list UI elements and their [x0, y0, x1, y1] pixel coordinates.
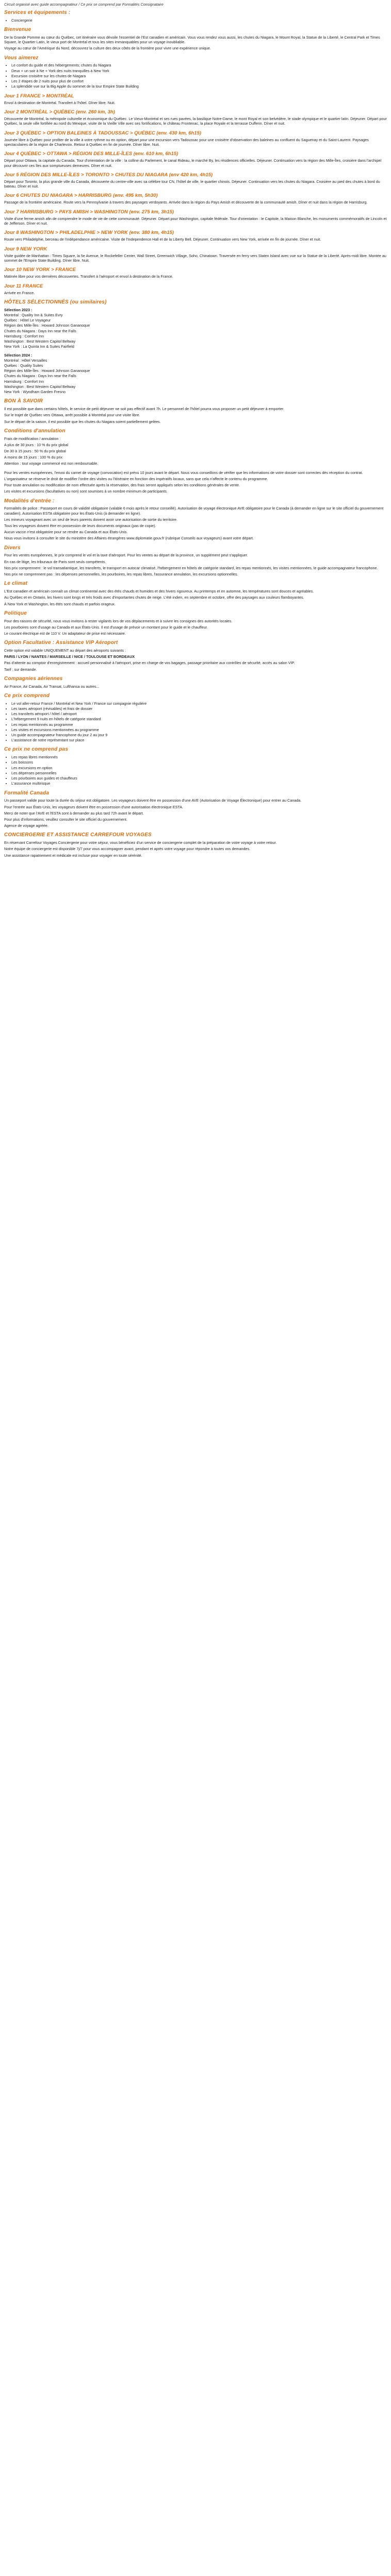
cancellation-line: A plus de 30 jours : 10 % du prix global — [4, 442, 69, 447]
welcome-paragraph: De la Grande Pomme au cœur du Québec, cet itinéraire vous dévoile l'essentiel de l'Est canadien et américain. Vous vous rendez vous aussi, les chutes du Niagara, le Mount Royal, la Statue de la Liberté, le Central Park et Times Square, le Quartier Latin, le vieux port de Montréal et tous les sites immanquables pour un voyage inoubliable. — [4, 35, 380, 45]
highlight-item: • Les 2 étapes de 2 nuits pour plus de confort — [11, 79, 388, 83]
services-item: • Conciergerie — [11, 18, 388, 23]
day-title: Jour 2 MONTRÉAL > QUÉBEC (env. 260 km, 3h) — [4, 109, 115, 115]
vip-paragraph: PARIS / LYON / NANTES / MARSEILLE / NICE / TOULOUSE ET BORDEAUX — [4, 654, 135, 659]
cancellation-title: Conditions d'annulation — [4, 428, 66, 434]
vip-assistance-title: Option Facultative : Assistance VIP Aéroport — [4, 640, 118, 646]
hotel-line: Sélection 2023 : — [4, 307, 32, 312]
entry-paragraph: Aucun vaccin n'est obligatoire pour se rendre au Canada et aux États-Unis. — [4, 530, 128, 535]
concierge-paragraph: Une assistance rapatriement et médicale est incluse pour voyager en toute sérénité. — [4, 853, 142, 858]
concierge-paragraph: En réservant Carrefour Voyages Conciergerie pour votre séjour, vous bénéficiez d'un service de conciergerie complet de la préparation de votre voyage à votre retour. — [4, 840, 277, 845]
hotel-line: Montréal : Quality Inn & Suites Evry — [4, 313, 63, 318]
canada-formalities-paragraph: Pour l'entrée aux États-Unis, les voyageurs doivent être en possession d'une autorisation électronique ESTA. — [4, 804, 184, 809]
day-title: Jour 4 QUÉBEC > OTTAWA > RÉGION DES MILLE-ÎLES (env. 610 km, 6h15) — [4, 151, 178, 157]
canada-formalities-paragraph: Pour plus d'informations, veuillez consulter le site officiel du gouvernement. — [4, 817, 127, 822]
misc-paragraph: En cas de litige, les tribunaux de Paris sont seuls compétents. — [4, 559, 106, 564]
price-excludes-item: • Les pourboires aux guides et chauffeurs — [11, 776, 388, 781]
airlines-section — [4, 676, 388, 689]
price-excludes-item: • Les boissons — [11, 760, 388, 765]
canada-formalities-paragraph: Merci de noter que l'AVE et l'ESTA sont à demander au plus tard 72h avant le départ. — [4, 810, 144, 816]
price-includes-item: • Les transferts aéroport / hôtel / aéroport — [11, 711, 388, 716]
day-text: Matinée libre pour vos dernières découvertes. Transfert à l'aéroport et envol à destination de la France. — [4, 274, 173, 279]
price-excludes-section — [4, 747, 388, 786]
climate-section — [4, 581, 388, 606]
price-includes-item: • L'hébergement 9 nuits en hôtels de catégorie standard — [11, 717, 388, 721]
day-text: Départ pour Toronto, la plus grande ville du Canada, découverte du centre-ville avec sa célèbre tour CN, l'hôtel de ville, le quartier chinois. Déjeuner. Continuation vers les chutes du Niagara. Croisière au pied des chutes à bord du bateau. Dîner et nuit. — [4, 179, 380, 189]
canada-formalities-section — [4, 790, 388, 828]
price-includes-section — [4, 693, 388, 743]
cancellation-line: Attention : tout voyage commencé est non remboursable. — [4, 461, 99, 466]
day-text: Visite d'une ferme amish afin de comprendre le mode de vie de cette communauté. Déjeuner. Départ pour Washington, capitale fédérale. Tour d'orientation : le Capitole, la Maison Blanche, les monuments commémoratifs de Lincoln et de Jefferson. Dîner et nuit. — [4, 216, 387, 226]
politics-paragraph: Le courant électrique est de 110 V. Un adaptateur de prise est nécessaire. — [4, 631, 126, 636]
highlights-section — [4, 55, 388, 89]
climate-paragraph: Au Québec et en Ontario, les hivers sont longs et très froids avec d'importantes chutes de neige. L'été indien, en septembre et octobre, offre des paysages aux couleurs flamboyantes. — [4, 595, 304, 600]
welcome-title: Bienvenue — [4, 27, 31, 33]
price-includes-item: • Le vol aller-retour France / Montréal et New York / France sur compagnie régulière — [11, 701, 388, 706]
day-text: Envol à destination de Montréal. Transfert à l'hôtel. Dîner libre. Nuit. — [4, 100, 116, 105]
price-excludes-item: • L'assurance multirisque — [11, 781, 388, 786]
price-includes-item: • Les visites et excursions mentionnées au programme — [11, 727, 388, 732]
politics-section — [4, 611, 388, 636]
highlight-item: • Le confort du guide et des hébergements; chutes du Niagara — [11, 63, 388, 67]
hotel-line: Harrisburg : Comfort Inn — [4, 333, 44, 338]
day-title: Jour 7 HARRISBURG > PAYS AMISH > WASHINGTON (env. 275 km, 3h15) — [4, 209, 174, 215]
day-title: Jour 9 NEW YORK — [4, 246, 47, 252]
hotel-line: New York : Wyndham Garden Fresno — [4, 389, 66, 395]
price-excludes-item: • Les repas libres mentionnés — [11, 755, 388, 759]
cancellation-line: Frais de modification / annulation : — [4, 436, 61, 441]
services-section — [4, 10, 388, 23]
notes-section — [4, 470, 388, 494]
day-title: Jour 5 RÉGION DES MILLE-ÎLES > TORONTO > CHUTES DU NIAGARA (env 420 km, 4h15) — [4, 172, 213, 178]
note-paragraph: Pour toute annulation ou modification de nom effectuée après la réservation, des frais seront appliqués selon les conditions générales de vente. — [4, 483, 240, 488]
hotel-line: Québec : Hôtel Le Voyageur — [4, 318, 51, 323]
price-excludes-item: • Les excursions en option — [11, 766, 388, 770]
entry-requirements-section — [4, 498, 388, 541]
entry-paragraph: Les mineurs voyageant avec un seul de leurs parents doivent avoir une autorisation de sortie du territoire. — [4, 517, 178, 522]
welcome-paragraph: Voyage au cœur de l'Amérique du Nord, découvrez la culture des deux côtés de la frontière pour vivre une expérience unique. — [4, 46, 211, 51]
day-text: Route vers Philadelphie, berceau de l'indépendance américaine. Visite de l'Independence Hall et de la Liberty Bell. Déjeuner. Continuation vers New York, arrivée en fin de journée. Dîner et nuit. — [4, 237, 321, 242]
highlight-item: • Deux + un soir à Ne + York des nuits tranquilles à New York — [11, 69, 388, 73]
day-text: Journée libre à Québec pour profiter de la ville à votre rythme ou en option, départ pour une excursion vers Tadoussac pour une croisière d'observation des baleines au confluent du Saguenay et du Saint-Laurent. Paysages spectaculaires de la région de Charlevoix. Retour à Québec en fin de journée. Dîner libre. Nuit. — [4, 137, 369, 147]
hotels-section — [4, 299, 388, 394]
cancellation-line: A moins de 15 jours : 100 % du prix — [4, 455, 63, 460]
price-includes-item: • Un guide accompagnateur francophone du jour 2 au jour 9 — [11, 733, 388, 737]
misc-section — [4, 545, 388, 577]
good-to-know-title: BON À SAVOIR — [4, 398, 43, 404]
misc-title: Divers — [4, 545, 21, 551]
price-includes-title: Ce prix comprend — [4, 692, 50, 699]
canada-formalities-title: Formalité Canada — [4, 790, 50, 796]
hotel-line: Chutes du Niagara : Days Inn near the Falls — [4, 374, 76, 379]
hotel-line: Région des Mille-Îles : Howard Johnson Gananoque — [4, 368, 90, 374]
highlight-item: • Excursion croisière sur les chutes de Niagara — [11, 74, 388, 78]
climate-paragraph: À New York et Washington, les étés sont chauds et parfois orageux. — [4, 601, 116, 606]
entry-paragraph: Nous vous invitons à consulter le site du ministère des Affaires étrangères www.diplomatie.gouv.fr (rubrique Conseils aux voyageurs) avant votre départ. — [4, 536, 254, 541]
day-text: Découverte de Montréal, la métropole culturelle et économique du Québec. Le Vieux-Montréal et ses rues pavées, la basilique Notre-Dame, le mont Royal et son belvédère, le stade olympique et le quartier latin. Déjeuner. Départ pour Québec, la seule ville fortifiée au nord du Mexique, visite de la Vieille Ville avec ses fortifications, le château Frontenac, la place Royale et la terrasse Dufferin. Dîner et nuit. — [4, 116, 387, 126]
misc-paragraph: Nos prix ne comprennent pas : les dépenses personnelles, les pourboires, les repas libres, l'assurance annulation, les excursions optionnelles. — [4, 572, 238, 577]
vip-paragraph: Tarif : sur demande. — [4, 667, 37, 672]
note-paragraph: L'organisateur se réserve le droit de modifier l'ordre des visites ou l'itinéraire en fonction des impératifs locaux, sans que cela n'affecte le contenu du programme. — [4, 476, 268, 481]
price-includes-item: • L'assistance de notre représentant sur place — [11, 738, 388, 742]
good-to-know-paragraph: Sur le trajet de Québec vers Ottawa, arrêt possible à Montréal pour une visite libre. — [4, 413, 140, 418]
hotel-line: Washington : Best Western Capitol Beltway — [4, 384, 76, 389]
hotels-title: HÔTELS SÉLECTIONNÉS (ou similaires) — [4, 299, 107, 306]
concierge-title: CONCIERGERIE ET ASSISTANCE CARREFOUR VOYAGES — [4, 832, 152, 838]
price-includes-list — [4, 701, 388, 743]
hotel-line: New York : La Quinta Inn & Suites Fairfield — [4, 344, 74, 349]
airlines-title: Compagnies aériennes — [4, 675, 63, 682]
highlight-item: • La splendide vue sur la Big Apple du sommet de la tour Empire State Building — [11, 84, 388, 89]
intro-text: Circuit organisé avec guide accompagnateur / Ce prix se comprend par Formalités Consignataire — [4, 2, 164, 7]
hotel-line: Montréal : Hôtel Versailles — [4, 358, 47, 363]
canada-formalities-paragraph: Agence de voyage agréée. — [4, 823, 48, 828]
highlights-title: Vous aimerez — [4, 55, 39, 61]
entry-requirements-title: Modalités d'entrée : — [4, 498, 55, 504]
day-text: Arrivée en France. — [4, 290, 35, 295]
canada-formalities-paragraph: Un passeport valide pour toute la durée du séjour est obligatoire. Les voyageurs doivent être en possession d'une AVE (Autorisation de Voyage Électronique) pour entrer au Canada. — [4, 798, 302, 803]
entry-paragraph: Formalités de police : Passeport en cours de validité obligatoire (valable 6 mois après le retour conseillé). Autorisation de voyage électronique AVE obligatoire pour le Canada (à demander en ligne sur le site officiel du gouvernement canadien). Autorisation ESTA obligatoire pour les États-Unis (à demander en ligne). — [4, 506, 384, 516]
price-includes-item: • Les taxes aéroport (révisables) et frais de dossier — [11, 706, 388, 711]
good-to-know-paragraph: Il est possible que dans certains hôtels, le service de petit déjeuner ne soit pas effectif avant 7h. Le personnel de l'hôtel pourra vous proposer un petit déjeuner à emporter. — [4, 406, 285, 412]
cancellation-section — [4, 428, 388, 466]
itinerary-section — [4, 93, 388, 295]
services-title: Services et équipements : — [4, 10, 71, 16]
cancellation-line: De 30 à 15 jours : 50 % du prix global — [4, 449, 66, 453]
note-paragraph: Les visites et excursions (facultatives ou non) sont soumises à un nombre minimum de participants. — [4, 489, 168, 494]
hotel-line: Harrisburg : Comfort Inn — [4, 379, 44, 384]
price-excludes-title: Ce prix ne comprend pas — [4, 747, 69, 753]
entry-paragraph: Tous les voyageurs doivent être en possession de leurs documents originaux (pas de copie). — [4, 523, 156, 528]
day-title: Jour 10 NEW YORK > FRANCE — [4, 267, 76, 273]
price-excludes-list — [4, 755, 388, 786]
day-title: Jour 8 WASHINGTON > PHILADELPHIE > NEW YORK (env. 380 km, 4h15) — [4, 230, 174, 236]
hotel-line: Québec : Quality Suites — [4, 363, 43, 368]
day-text: Passage de la frontière américaine. Route vers la Pennsylvanie à travers des paysages verdoyants. Arrivée dans la région du Pays Amish et découverte de la communauté amish. Dîner et nuit dans la région de Harrisburg. — [4, 200, 368, 205]
hotel-line: Washington : Best Western Capitol Beltway — [4, 339, 76, 344]
hotel-line: Sélection 2024 : — [4, 352, 32, 358]
climate-title: Le climat — [4, 581, 28, 587]
day-title: Jour 11 FRANCE — [4, 283, 43, 289]
airlines-paragraph: Air France, Air Canada, Air Transat, Lufthansa ou autres... — [4, 684, 100, 689]
day-text: Visite guidée de Manhattan : Times Square, la 5e Avenue, le Rockefeller Center, Wall Street, Greenwich Village, Soho, Chinatown. Traversée en ferry vers Staten Island avec vue sur la Statue de la Liberté. Après-midi libre. Montée au sommet de l'Empire State Building. Dîner libre. Nuit. — [4, 253, 386, 263]
vip-paragraph: Pas d'attente au comptoir d'enregistrement : accueil personnalisé à l'aéroport, prise en charge de vos bagages, passage prioritaire aux contrôles de sécurité, accès au salon VIP. — [4, 660, 295, 666]
politics-paragraph: Les pourboires sont d'usage au Canada et aux États-Unis. Il est d'usage de prévoir un montant pour le guide et le chauffeur. — [4, 624, 208, 630]
concierge-section — [4, 832, 388, 857]
day-title: Jour 1 FRANCE > MONTRÉAL — [4, 93, 74, 99]
note-paragraph: Pour les ventes européennes, l'envoi du carnet de voyage (convocation) est prévu 10 jours avant le départ. Nous vous conseillons de vérifier que les informations de votre dossier sont correctes dès réception du contrat. — [4, 470, 363, 475]
document-page — [0, 0, 391, 867]
price-excludes-item: • Les dépenses personnelles — [11, 771, 388, 775]
climate-paragraph: L'Est canadien et américain connaît un climat continental avec des étés chauds et humides et des hivers rigoureux. Au printemps et en automne, les températures sont douces et agréables. — [4, 589, 314, 594]
misc-paragraph: Pour les ventes européennes, le prix comprend le vol et la taxe d'aéroport. Pour les ventes au départ de la province, un supplément peut s'appliquer. — [4, 553, 248, 558]
good-to-know-paragraph: Sur le départ de la saison, il est possible que les chutes du Niagara soient partiellement gelées. — [4, 419, 161, 424]
good-to-know-section — [4, 398, 388, 423]
misc-paragraph: Nos prix comprennent : le vol transatlantique, les transferts, le transport en autocar climatisé, l'hébergement en hôtels de catégorie standard, les repas mentionnés, les visites mentionnées, le guide accompagnateur francophone. — [4, 565, 378, 570]
vip-paragraph: Cette option est valable UNIQUEMENT au départ des aéroports suivants : — [4, 648, 126, 653]
politics-title: Politique — [4, 610, 27, 616]
vip-assistance-section — [4, 640, 388, 672]
day-title: Jour 6 CHUTES DU NIAGARA > HARRISBURG (env. 495 km, 5h30) — [4, 193, 158, 199]
price-includes-item: • Les repas mentionnés au programme — [11, 722, 388, 727]
hotel-line: Région des Mille-Îles : Howard Johnson Gananoque — [4, 323, 90, 328]
welcome-section — [4, 27, 388, 50]
services-list — [4, 18, 388, 23]
day-title: Jour 3 QUÉBEC > OPTION BALEINES À TADOUSSAC > QUÉBEC (env. 430 km, 6h15) — [4, 130, 202, 136]
highlights-list — [4, 63, 388, 89]
politics-paragraph: Pour des raisons de sécurité, nous vous invitons à rester vigilants lors de vos déplacements et à suivre les consignes des autorités locales. — [4, 618, 233, 623]
day-text: Départ pour Ottawa, la capitale du Canada. Tour d'orientation de la ville : la colline du Parlement, le canal Rideau, le marché By, les résidences officielles. Déjeuner. Continuation vers la région des Mille-Îles, croisière dans l'archipel pour découvrir ces îles aux somptueuses demeures. Dîner et nuit. — [4, 158, 382, 168]
hotel-line: Chutes du Niagara : Days Inn near the Falls — [4, 328, 76, 333]
concierge-paragraph: Notre équipe de conciergerie est disponible 7j/7 pour vous accompagner avant, pendant et après votre voyage pour répondre à toutes vos demandes. — [4, 846, 251, 852]
